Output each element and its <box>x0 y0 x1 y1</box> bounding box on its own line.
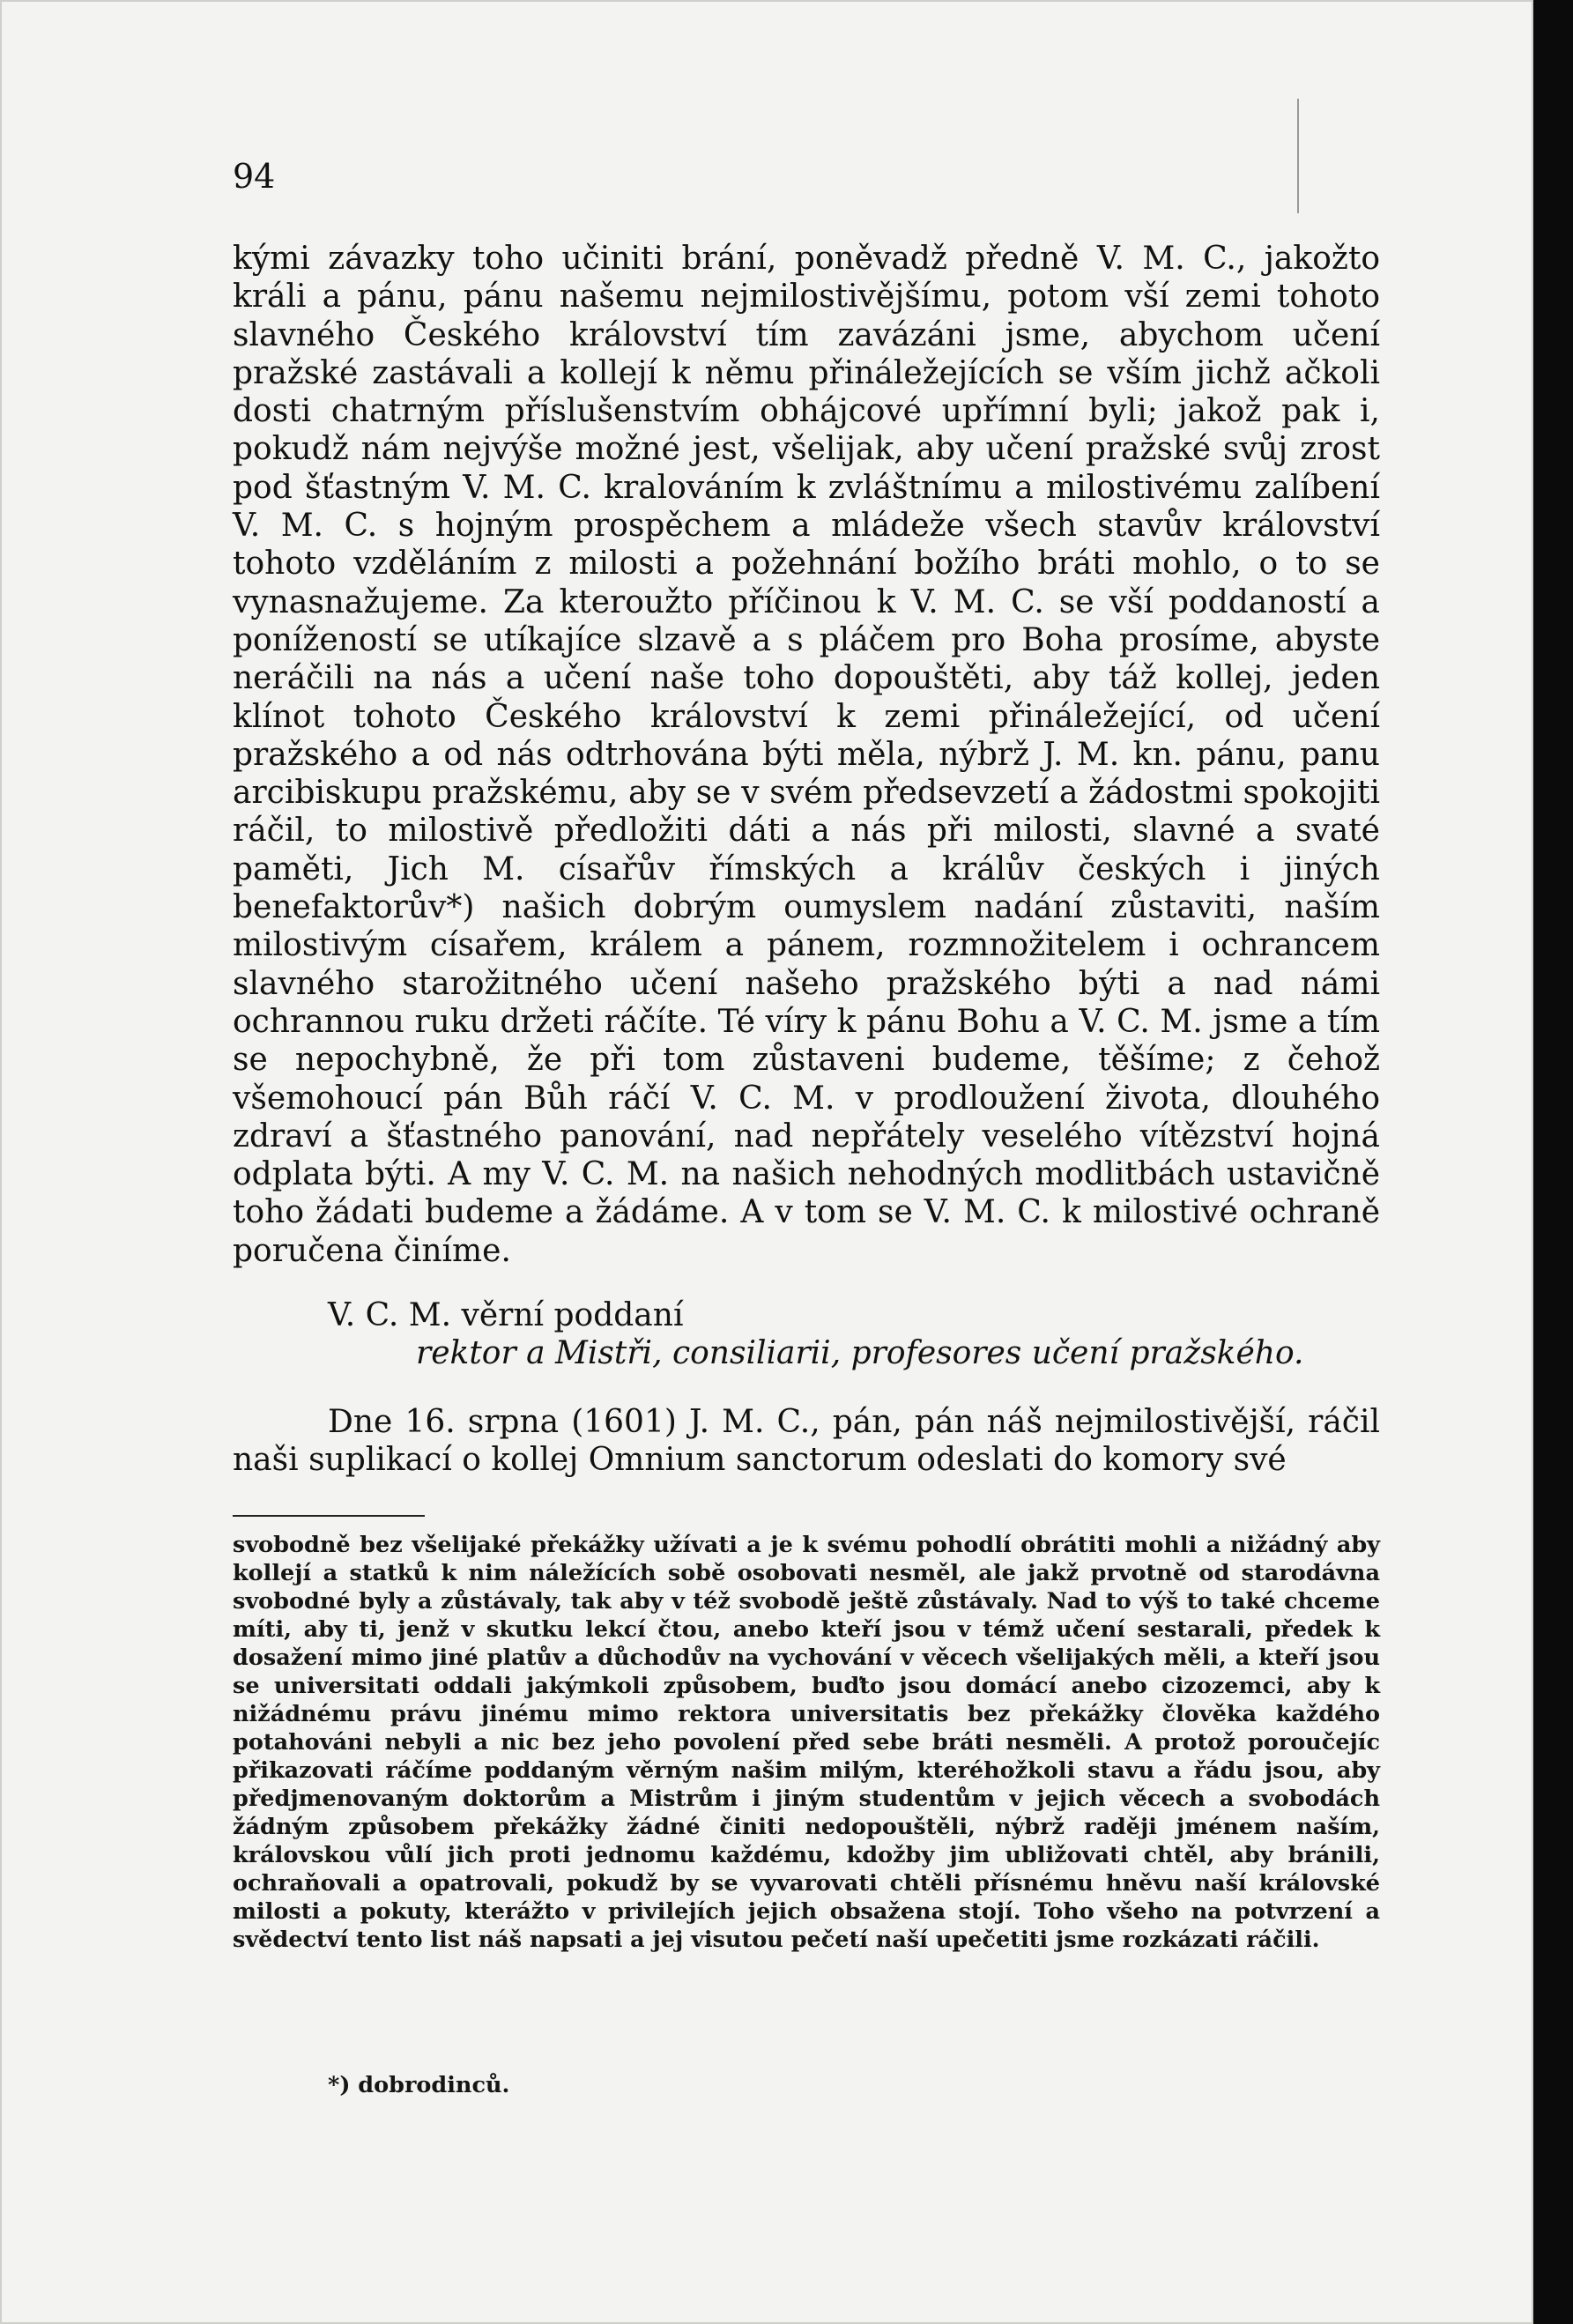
footnote-text: svobodně bez všelijaké překážky užívati a je k svému pohodlí obrátiti mohli a nižádný aby kollejí a statků k nim náležících sobě osobovati nesměl, ale jakž prvotně od starodávna svobodné byly a zůstávaly, tak aby v též svobodě ještě zůstávaly. Nad to výš to také chceme míti, aby ti, jenž v skutku lekcí čtou, anebo kteří jsou v témž učení sestarali, předek k dosažení mimo jiné platův a důchodův na vychování v věcech všelijakých měli, a kteří jsou se universitati oddali jakýmkoli způsobem, buďto jsou domácí anebo cizozemci, aby k nižádnému právu jinému mimo rektora universitatis bez překážky člověka každého potahováni nebyli a nic bez jeho povolení před sebe bráti nesměli. A protož poroučejíc přikazovati ráčíme poddaným věrným našim milým, kteréhožkoli stavu a řádu jsou, aby předjmenovaným doktorům a Mistrům i jiným studentům v jejich věcech a svobodách žádným způsobem překážky žádné činiti nedopouštěli, nýbrž raději jménem naším, královskou vůlí jich proti jednomu každému, kdožby jim ubližovati chtěl, aby bránili, ochraňovali a opatrovali, pokudž by se vyvarovati chtěli přísnému hněvu naší královské milosti a pokuty, kterážto v privilejích jejich obsažena stojí. Toho všeho na potvrzení a svědectví tento list náš napsati a jej visutou pečetí naší upečetiti jsme rozkázati ráčili. <box>233 1532 1380 1953</box>
scan-dark-edge <box>1533 0 1573 2324</box>
scan-artifact-line <box>1297 99 1299 213</box>
main-paragraph: kými závazky toho učiniti brání, poněvadž předně V. M. C., jakožto králi a pánu, pánu našemu nejmilostivějšímu, potom vší zemi tohoto slavného Českého království tím zavázáni jsme, abychom učení pražské zastávali a kollejí k němu přináležejících se vším jichž ačkoli dosti chatrným příslušenstvím obhájcové upřímní byli; jakož pak i, pokudž nám nejvýše možné jest, všelijak, aby učení pražské svůj zrost pod šťastným V. M. C. kralováním k zvláštnímu a milostivému zalíbení V. M. C. s hojným prospěchem a mládeže všech stavův království tohoto vzděláním z milosti a požehnání božího bráti mohlo, o to se vynasnažujeme. Za kteroužto příčinou k V. M. C. se vší poddaností a ponížeností se utíkajíce slzavě a s pláčem pro Boha prosíme, abyste neráčili na nás a učení naše toho dopouštěti, aby táž kollej, jeden klínot tohoto Českého království k zemi přináležející, od učení pražského a od nás odtrhována býti měla, nýbrž J. M. kn. pánu, panu arcibiskupu pražskému, aby se v svém předsevzetí a žádostmi spokojiti ráčil, to milostivě předložiti dáti a nás při milosti, slavné a svaté paměti, Jich M. císařův římských a králův českých i jiných benefaktorův*) našich dobrým oumyslem nadání zůstaviti, naším milostivým císařem, králem a pánem, rozmnožitelem i ochrancem slavného starožitného učení našeho pražského býti a nad námi ochrannou ruku držeti ráčíte. Té víry k pánu Bohu a V. C. M. jsme a tím se nepochybně, že při tom zůstaveni budeme, těšíme; z čehož všemohoucí pán Bůh ráčí V. C. M. v prodloužení života, dlouhého zdraví a šťastného panování, nad nepřátely veselého vítězství hojná odplata býti. A my V. C. M. na našich nehodných modlitbách ustavičně toho žádati budeme a žádáme. A v tom se V. M. C. k milostivé ochraně poručena činíme. <box>233 241 1380 1269</box>
footnote-star-note: *) dobrodinců. <box>328 2072 510 2098</box>
closing-signature: rektor a Mistři, consiliarii, profesores učení pražského. <box>416 1335 1304 1372</box>
closing-subjects: V. C. M. věrní poddaní <box>328 1297 684 1333</box>
second-paragraph: Dne 16. srpna (1601) J. M. C., pán, pán náš nejmilostivější, ráčil naši suplikací o kollej Omnium sanctorum odeslati do komory své <box>233 1404 1380 1479</box>
page-number: 94 <box>233 157 276 196</box>
closing-block <box>233 1296 1380 1373</box>
footnote-divider <box>233 1515 425 1517</box>
